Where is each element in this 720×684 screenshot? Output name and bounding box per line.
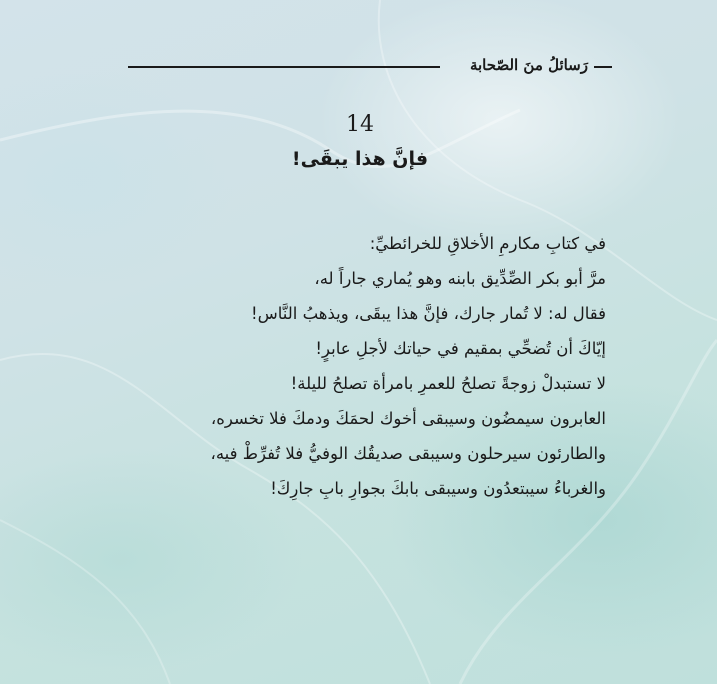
text-line: العابرون سيمضُون وسيبقى أخوك لحمَكَ ودمكَ فلا تخسره، xyxy=(210,409,606,428)
chapter-number: 14 xyxy=(346,112,374,137)
text-line: والطارئون سيرحلون وسيبقى صديقُك الوفيُّ فلا تُفرِّطْ فيه، xyxy=(210,444,606,463)
header-rule xyxy=(128,66,440,68)
text-line: والغرباءُ سيبتعدُون وسيبقى بابكَ بجوارِ بابِ جارِكَ! xyxy=(270,479,606,498)
book-title: رَسائلُ منَ الصّحابة xyxy=(469,56,588,74)
chapter-title: فإنَّ هذا يبقَى! xyxy=(291,148,429,170)
text-line: في كتابِ مكارمِ الأخلاقِ للخرائطيِّ: xyxy=(369,234,606,253)
text-line: مرَّ أبو بكر الصِّدِّيق بابنه وهو يُماري جاراً له، xyxy=(314,269,606,288)
text-line: إيّاكَ أن تُضحِّي بمقيم في حياتك لأجلِ عابرٍ! xyxy=(315,339,606,358)
header-dash xyxy=(594,66,612,68)
body-text xyxy=(130,226,606,506)
text-line: لا تستبدلْ زوجةً تصلحُ للعمرِ بامرأة تصلحُ لليلة! xyxy=(290,374,606,393)
running-header xyxy=(128,54,612,80)
text-line: فقال له: لا تُمار جارك، فإنَّ هذا يبقَى، ويذهبُ النَّاس! xyxy=(250,304,606,323)
